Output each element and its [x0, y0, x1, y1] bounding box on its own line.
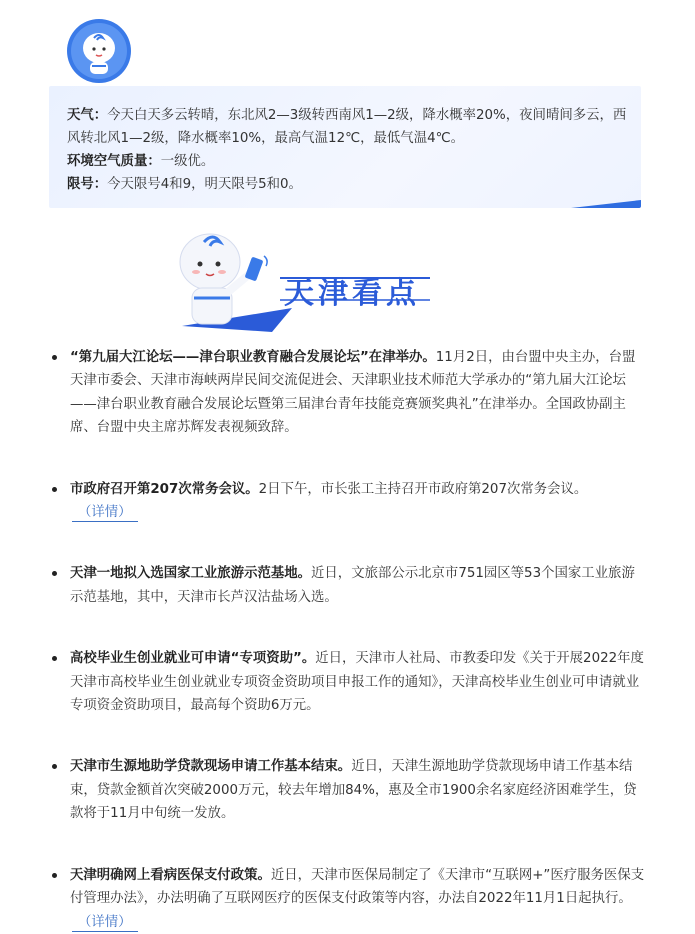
- news-body: 11月2日，由台盟中央主办，台盟天津市委会、天津市海峡两岸民间交流促进会、天津职业技术师范大学承办的“第九届大江论坛——津台职业教育融合发展论坛暨第三届津台青年技能竞赛颁奖典礼”在津举办。全国政协副主席、台盟中央主席苏辉发表视频致辞。: [70, 350, 636, 436]
- weather-text: 今天白天多云转晴，东北风2—3级转西南风1—2级，降水概率20%，夜间晴间多云，西风转北风1—2级，降水概率10%，最高气温12℃，最低气温4℃。: [67, 108, 627, 146]
- weather-info: [67, 104, 627, 196]
- news-body: 近日，文旅部公示北京市751园区等53个国家工业旅游示范基地，其中，天津市长芦汉沽盐场入选。: [70, 566, 635, 605]
- news-headline: 市政府召开第207次常务会议。: [70, 481, 259, 497]
- news-body: 近日，天津市人社局、市教委印发《关于开展2022年度天津市高校毕业生创业就业专项资金资助项目申报工作的通知》，天津高校毕业生创业可申请就业专项资金资助项目，最高每个资助6万元。: [70, 651, 644, 714]
- news-item: [52, 346, 648, 440]
- news-headline: 天津明确网上看病医保支付政策。: [70, 867, 271, 883]
- news-list: [52, 346, 648, 934]
- news-headline: “第九届大江论坛——津台职业教育融合发展论坛”在津举办。: [70, 350, 436, 365]
- traffic-limit-text: 今天限号4和9，明天限号5和0。: [107, 177, 302, 192]
- weather-label: 天气：: [67, 108, 108, 123]
- details-link[interactable]: （详情）: [72, 915, 138, 932]
- news-headline: 天津一地拟入选国家工业旅游示范基地。: [70, 566, 312, 582]
- bullet-icon: [52, 571, 57, 576]
- news-item: [52, 864, 648, 934]
- bullet-icon: [52, 656, 57, 661]
- bullet-icon: [52, 764, 57, 769]
- news-item: [52, 562, 648, 609]
- bullet-icon: [52, 873, 57, 878]
- news-headline: 天津市生源地助学贷款现场申请工作基本结束。: [70, 759, 352, 775]
- news-body: 2日下午，市长张工主持召开市政府第207次常务会议。: [258, 481, 588, 497]
- air-quality-line: [67, 150, 627, 173]
- mascot-avatar-icon: [66, 18, 132, 84]
- weather-line: [67, 104, 627, 150]
- section-title: 天津看点: [284, 276, 420, 311]
- weather-card: [49, 86, 641, 208]
- news-body: 近日，天津生源地助学贷款现场申请工作基本结束，贷款金额首次突破2000万元，较去年增加84%，惠及全市1900余名家庭经济困难学生，贷款将于11月中旬统一发放。: [70, 759, 637, 822]
- bullet-icon: [52, 355, 57, 360]
- traffic-limit-line: [67, 173, 627, 196]
- news-headline: 高校毕业生创业就业可申请“专项资助”。: [70, 651, 316, 667]
- bullet-icon: [52, 487, 57, 492]
- traffic-limit-label: 限号：: [67, 177, 108, 192]
- news-item: [52, 647, 648, 717]
- news-body: 近日，天津市医保局制定了《天津市“互联网+”医疗服务医保支付管理办法》，办法明确了互联网医疗的医保支付政策等内容，办法自2022年11月1日起执行。: [70, 867, 645, 907]
- card-corner-accent: [571, 200, 641, 208]
- news-item: [52, 755, 648, 825]
- news-item: [52, 478, 648, 525]
- air-quality-text: 一级优。: [160, 154, 215, 169]
- air-quality-label: 环境空气质量：: [67, 154, 161, 169]
- details-link[interactable]: （详情）: [72, 505, 138, 522]
